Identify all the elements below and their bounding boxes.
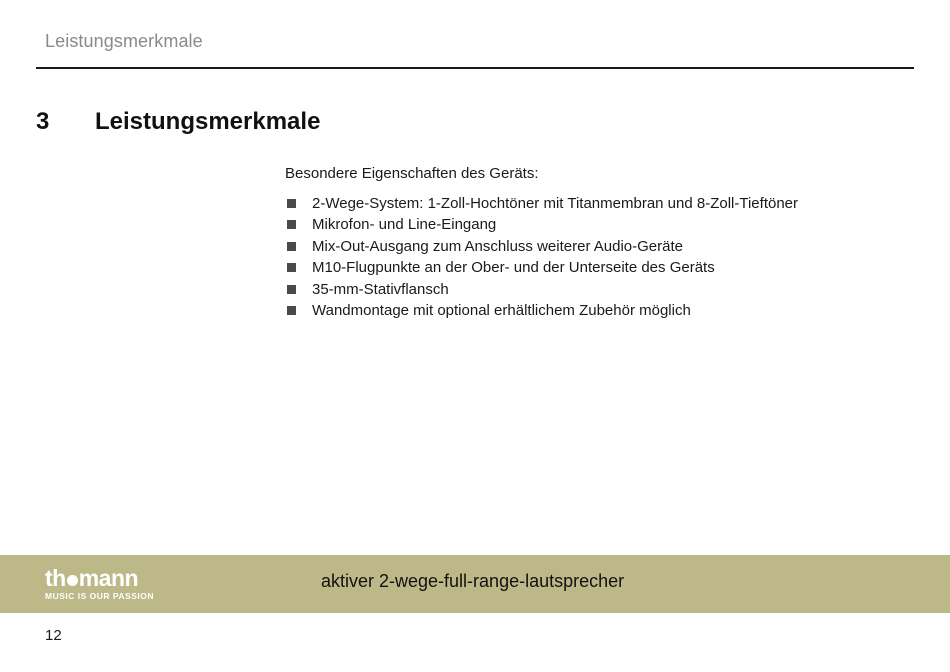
logo-text-right: mann	[78, 565, 139, 591]
list-item	[285, 257, 905, 278]
feature-text: 2-Wege-System: 1-Zoll-Hochtöner mit Titanmembran und 8-Zoll-Tieftöner	[312, 195, 799, 212]
list-item	[285, 193, 905, 214]
section-number: 3	[36, 108, 50, 135]
square-bullet-icon	[287, 242, 296, 251]
feature-section	[285, 164, 905, 321]
feature-text: Mikrofon- und Line-Eingang	[312, 216, 497, 234]
feature-list	[285, 193, 905, 321]
list-item	[285, 300, 905, 321]
footer-band	[0, 555, 950, 613]
logo-wordmark	[45, 566, 154, 590]
feature-text: Mix-Out-Ausgang zum Anschluss weiterer Audio-Geräte	[312, 237, 683, 255]
section-heading	[36, 108, 320, 136]
square-bullet-icon	[287, 306, 296, 315]
feature-text: M10-Flugpunkte an der Ober- und der Unterseite des Geräts	[312, 259, 715, 277]
features-intro: Besondere Eigenschaften des Geräts:	[285, 165, 539, 182]
feature-text: Wandmontage mit optional erhältlichem Zubehör möglich	[312, 302, 691, 320]
list-item	[285, 279, 905, 300]
square-bullet-icon	[287, 220, 296, 229]
page-number: 12	[45, 627, 62, 644]
logo-dot-icon	[67, 575, 78, 586]
running-header: Leistungsmerkmale	[45, 31, 203, 51]
list-item	[285, 214, 905, 235]
thomann-logo	[45, 566, 154, 601]
footer-product-title: aktiver 2-wege-full-range-lautsprecher	[321, 571, 625, 591]
square-bullet-icon	[287, 263, 296, 272]
logo-tagline: MUSIC IS OUR PASSION	[45, 591, 155, 601]
feature-text: 35-mm-Stativflansch	[312, 280, 449, 298]
square-bullet-icon	[287, 199, 296, 208]
logo-text-left: th	[45, 565, 66, 591]
list-item	[285, 236, 905, 257]
section-title: Leistungsmerkmale	[95, 108, 321, 135]
square-bullet-icon	[287, 285, 296, 294]
header-divider	[36, 67, 914, 69]
